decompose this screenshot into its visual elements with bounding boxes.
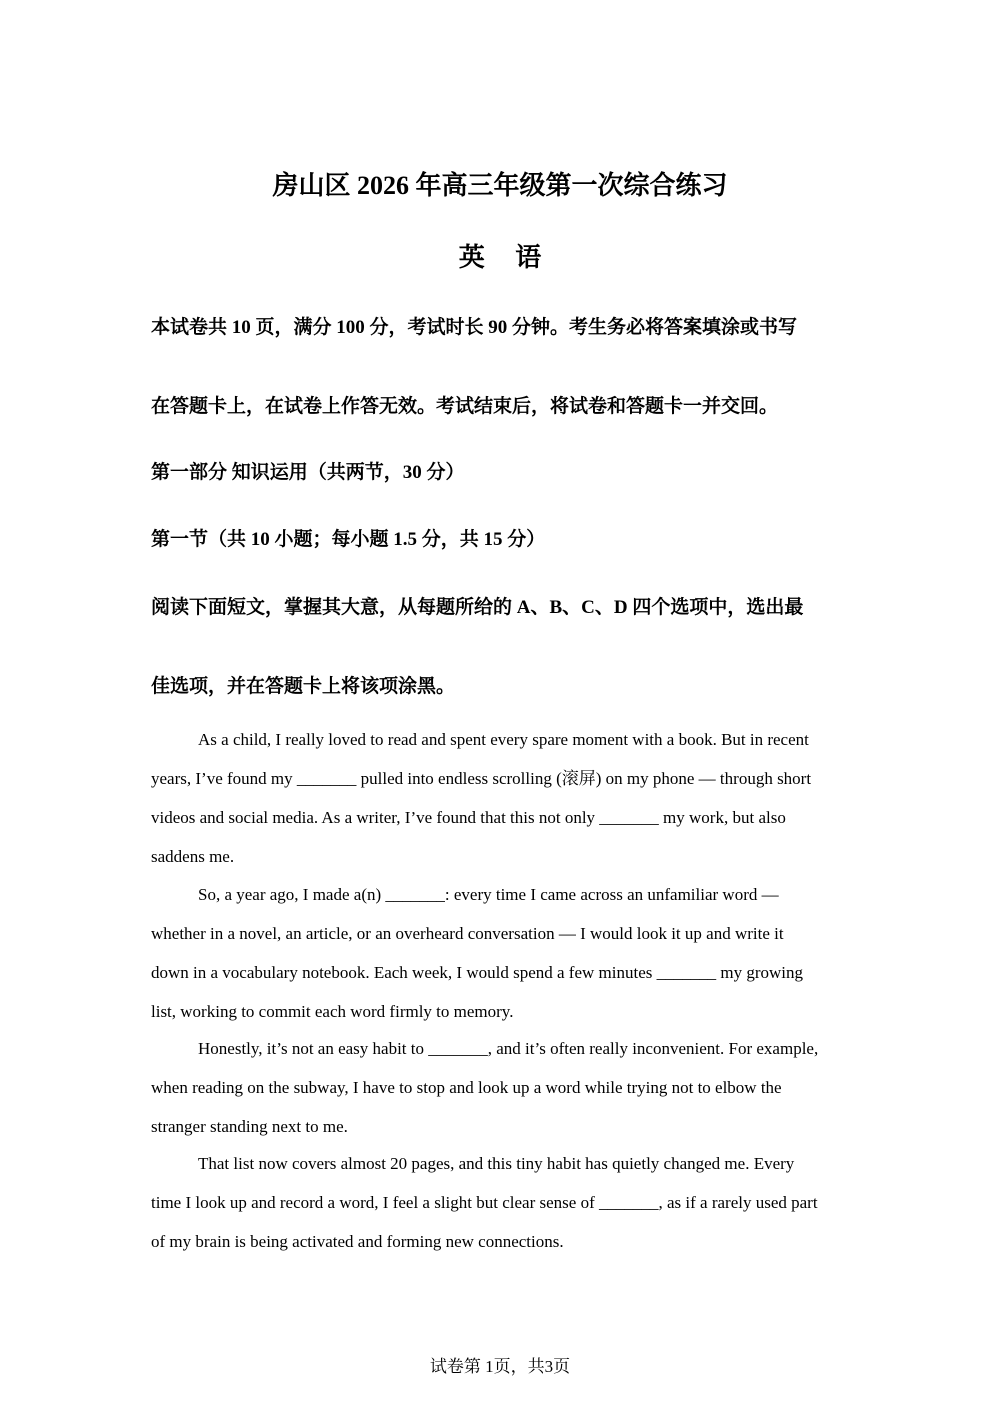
- passage-line: So, a year ago, I made a(n) _______: every time I came across an unfamiliar word —: [198, 885, 779, 904]
- exam-title: 房山区 2026 年高三年级第一次综合练习: [272, 171, 728, 200]
- passage-line: of my brain is being activated and forming new connections.: [151, 1232, 564, 1251]
- passage-line: That list now covers almost 20 pages, and this tiny habit has quietly changed me. Every: [198, 1154, 795, 1173]
- subsection-heading: 第一节（共 10 小题；每小题 1.5 分，共 15 分）: [151, 529, 546, 550]
- passage-line: As a child, I really loved to read and spent every spare moment with a book. But in recent: [198, 730, 809, 749]
- instructions-line-2: 在答题卡上，在试卷上作答无效。考试结束后，将试卷和答题卡一并交回。: [151, 396, 779, 417]
- passage-line: list, working to commit each word firmly to memory.: [151, 1002, 514, 1021]
- passage-line: when reading on the subway, I have to stop and look up a word while trying not to elbow the: [151, 1078, 782, 1097]
- instructions-line-1: 本试卷共 10 页，满分 100 分，考试时长 90 分钟。考生务必将答案填涂或书写: [151, 317, 798, 338]
- part-heading: 第一部分 知识运用（共两节，30 分）: [151, 462, 465, 483]
- page-number: 试卷第 1页，共3页: [429, 1357, 571, 1376]
- subject-title: 英 语: [458, 243, 554, 272]
- passage-line: saddens me.: [151, 847, 235, 866]
- passage-line: whether in a novel, an article, or an overheard conversation — I would look it up and write it: [151, 924, 784, 943]
- passage-line: years, I’ve found my _______ pulled into endless scrolling (滚屏) on my phone — through short: [151, 769, 812, 788]
- passage-line: time I look up and record a word, I feel a slight but clear sense of _______, as if a rarely used part: [151, 1193, 818, 1212]
- passage-line: down in a vocabulary notebook. Each week, I would spend a few minutes _______ my growing: [151, 963, 803, 982]
- passage-line: stranger standing next to me.: [151, 1117, 348, 1136]
- directions-line-2: 佳选项，并在答题卡上将该项涂黑。: [151, 676, 456, 697]
- passage-line: videos and social media. As a writer, I’ve found that this not only _______ my work, but also: [151, 808, 786, 827]
- directions-line-1: 阅读下面短文，掌握其大意，从每题所给的 A、B、C、D 四个选项中，选出最: [151, 597, 804, 618]
- passage-line: Honestly, it’s not an easy habit to _______, and it’s often really inconvenient. For example,: [198, 1039, 819, 1058]
